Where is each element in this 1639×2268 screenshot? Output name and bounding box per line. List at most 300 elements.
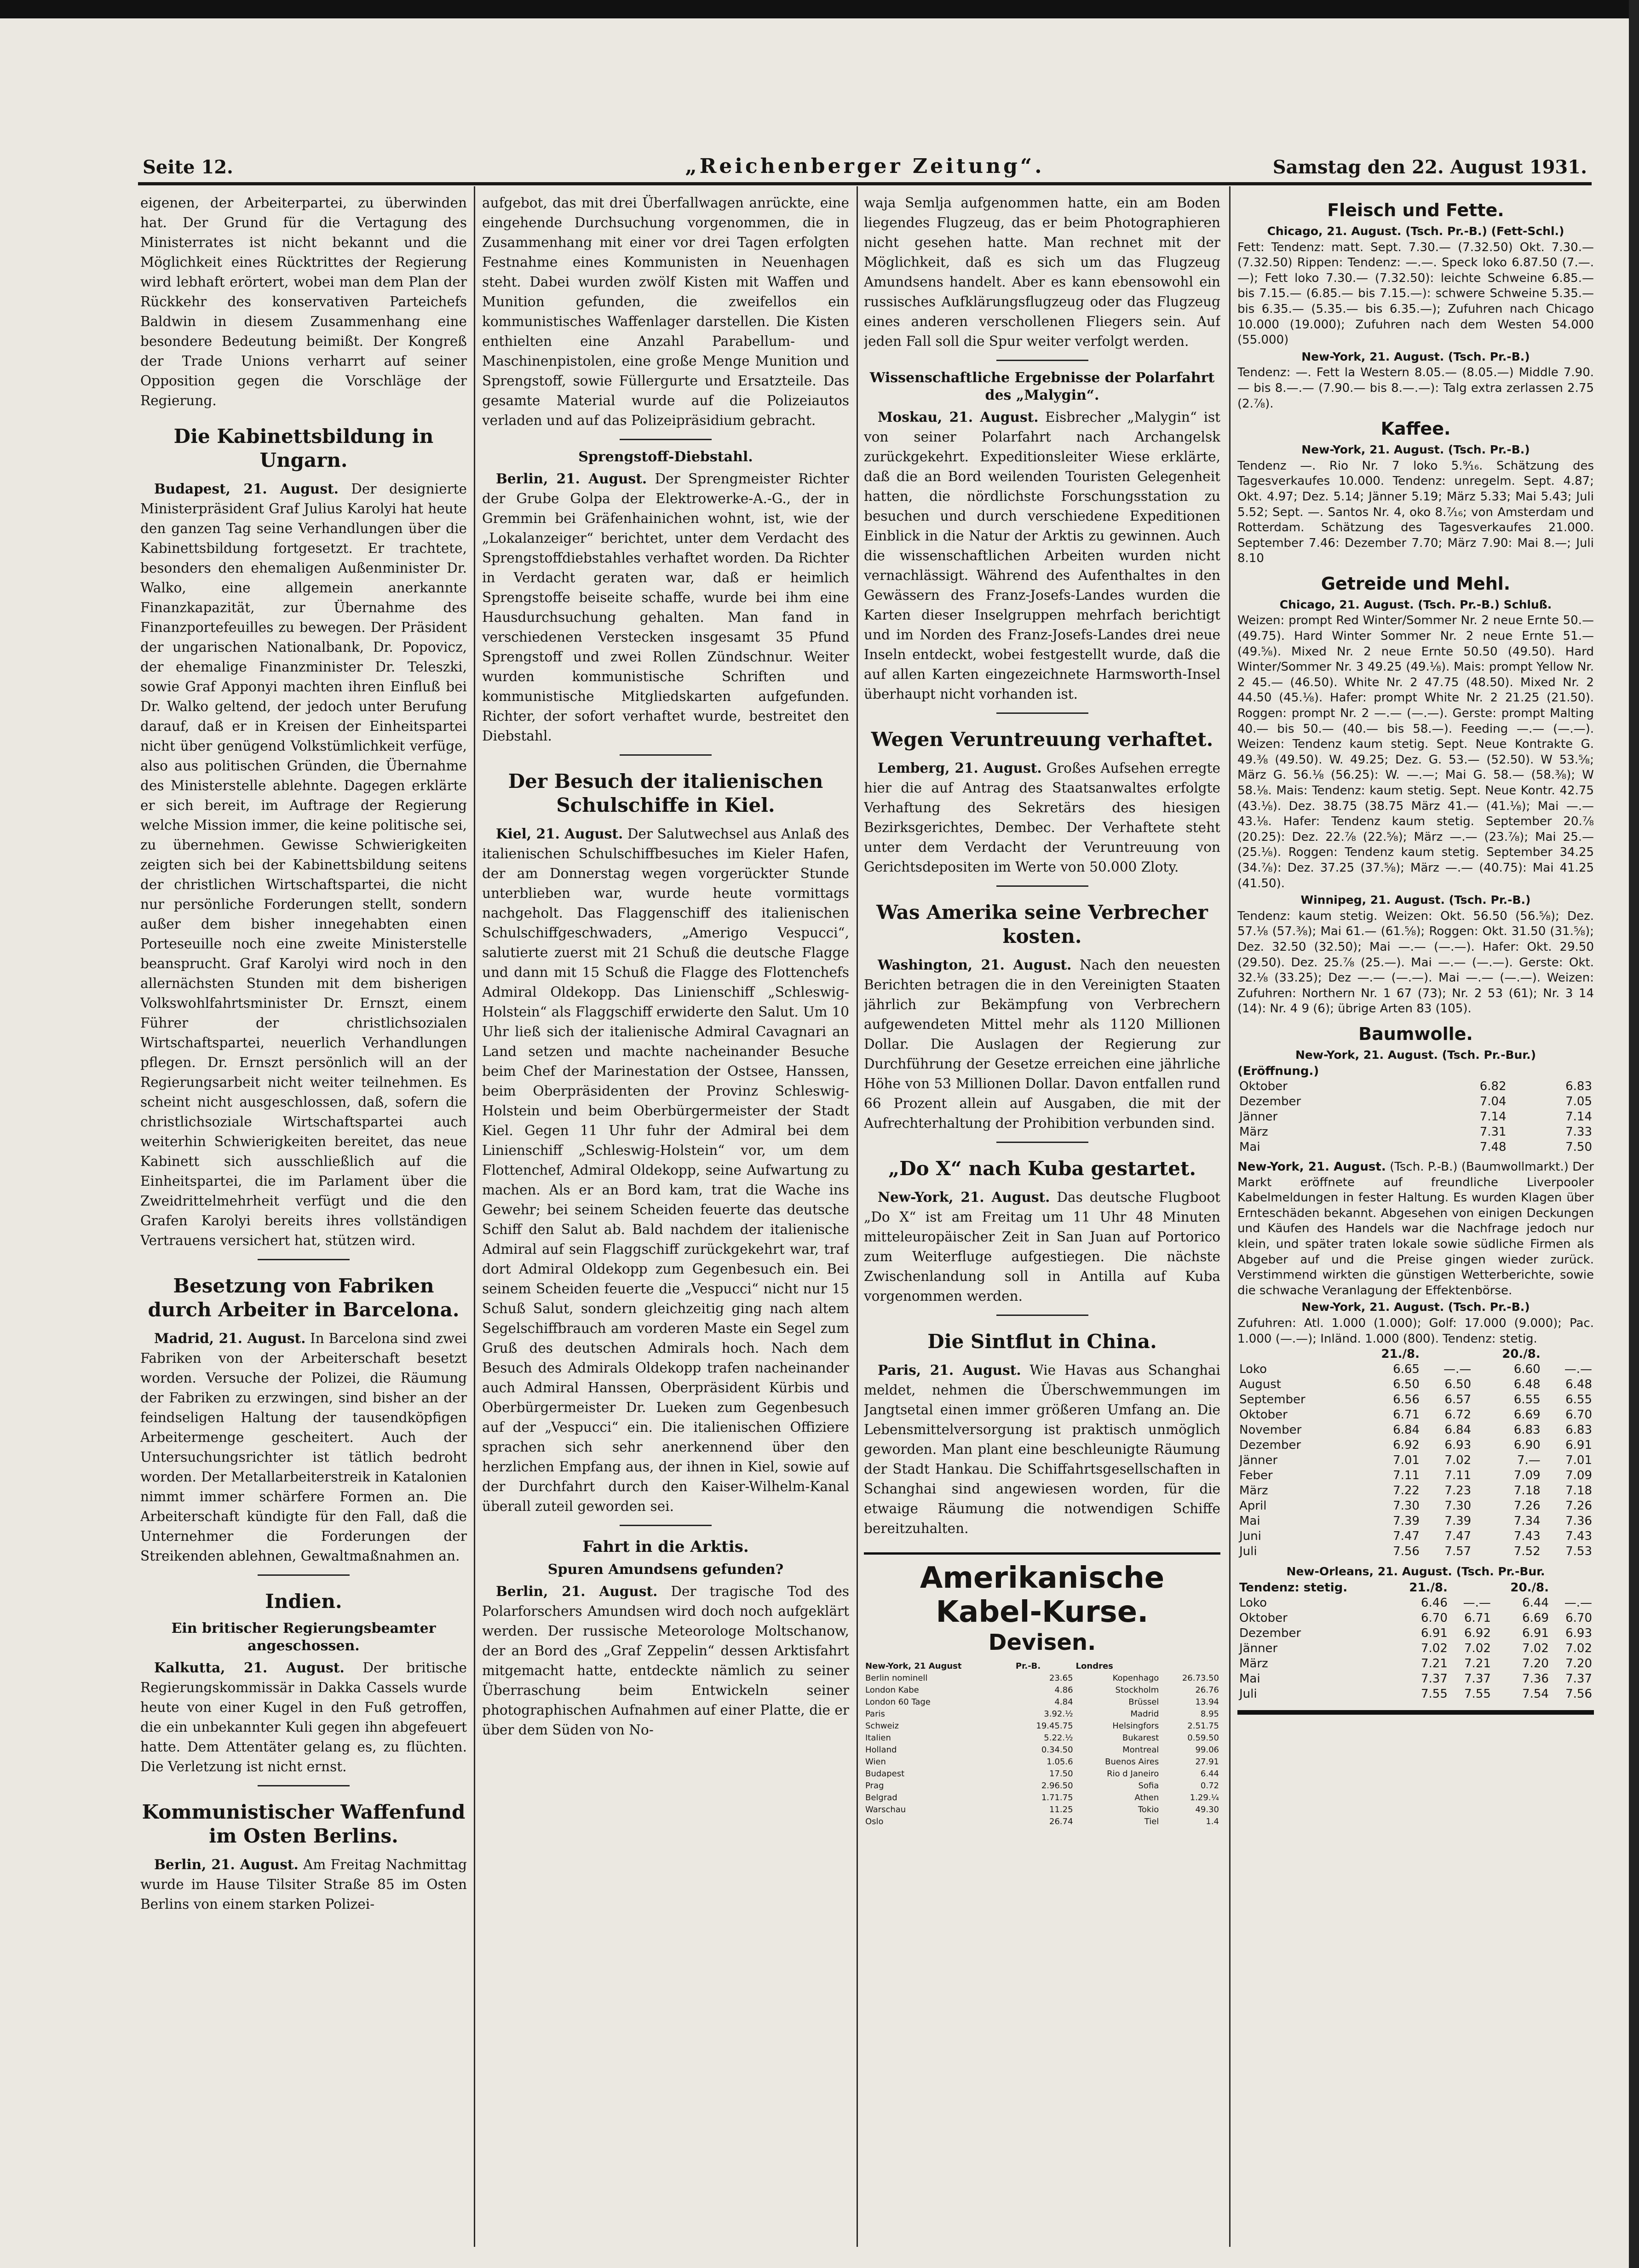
dateline: Washington, 21. August. [878, 957, 1072, 973]
table-cell: 0.34.50 [1041, 1745, 1073, 1755]
dateline: Berlin, 21. August. [496, 471, 647, 487]
table-row [864, 1672, 1220, 1684]
table-cell: Wien [865, 1757, 886, 1767]
page-number: Seite 12. [143, 156, 233, 178]
table-cell: 26.76 [1195, 1685, 1219, 1695]
table-cell: Italien [865, 1733, 891, 1743]
article-body [864, 407, 1220, 704]
table-row [1237, 1656, 1594, 1671]
table-cell: 7.11 [1393, 1469, 1420, 1483]
table-cell: 7.36 [1522, 1671, 1549, 1686]
article-divider [258, 1259, 350, 1260]
newspaper-title: „Reichenberger Zeitung“. [685, 155, 1045, 178]
column-3 [864, 193, 1220, 2235]
table-cell: 6.84 [1393, 1423, 1420, 1437]
table-header-cell: 21./8. [1381, 1347, 1420, 1361]
table-row [1237, 1499, 1594, 1514]
table-label: (Eröffnung.) [1237, 1064, 1319, 1078]
table-cell: 7.47 [1393, 1529, 1420, 1544]
table-cell: Jänner [1239, 1453, 1278, 1468]
headline-indien: Indien. [265, 1590, 342, 1613]
table-header-cell: New-York, 21 August [865, 1661, 962, 1671]
article-body [482, 824, 849, 1516]
table-cell: 7.14 [1565, 1110, 1592, 1124]
table-cell: 7.54 [1522, 1687, 1549, 1701]
market-dateline: Chicago, 21. August. (Tsch. Pr.-B.) (Fett-Schl.) [1267, 224, 1564, 238]
table-row [864, 1696, 1220, 1708]
table-cell: 6.55 [1513, 1393, 1541, 1407]
table-header-row [864, 1660, 1220, 1672]
table-cell: Madrid [1130, 1709, 1159, 1719]
article-text: Am Freitag Nachmittag wurde im Hause Tilsiter Straße 85 im Osten Berlins von einem starken Polizei- [140, 1857, 467, 1912]
table-cell: 7.55 [1421, 1687, 1448, 1701]
article-text: Der tragische Tod des Polarforschers Amundsen wird doch noch aufgeklärt werden. Der russische Meteorologe Moltschanow, der an Bord des „Graf Zeppelin“ dessen Arktisfahrt mitgemacht hatte, entdeckte nämlich zu seiner Überraschung beim Entwickeln seiner photographischen Aufnahmen auf einer Platte, die er über dem Süden von No- [482, 1584, 849, 1738]
table-row [1237, 1109, 1594, 1125]
table-row [1237, 1544, 1594, 1559]
table-row [1237, 1611, 1594, 1626]
table-cell: Mai [1239, 1514, 1260, 1528]
table-cell: 6.44 [1200, 1769, 1219, 1779]
table-cell: 6.71 [1464, 1611, 1491, 1625]
table-header-cell: Londres [1075, 1661, 1113, 1671]
table-cell: 6.55 [1565, 1393, 1592, 1407]
table-cell: März [1239, 1656, 1268, 1671]
table-cell: 4.84 [1054, 1697, 1073, 1707]
header-rule [138, 182, 1592, 185]
table-cell: Tokio [1138, 1805, 1159, 1814]
table-cell: 7.01 [1565, 1453, 1592, 1468]
subheadline: Spuren Amundsens gefunden? [547, 1562, 784, 1578]
table-cell: 7.36 [1565, 1514, 1592, 1528]
table-cell: März [1239, 1484, 1268, 1498]
article-body [864, 1360, 1220, 1539]
market-report: Tendenz: kaum stetig. Weizen: Okt. 56.50 (56.⅝); Dez. 57.⅛ (57.⅜); Mai 61.— (61.⅝); Roggen: Okt. 31.50 (31.⅝); Dez. 32.50 (32.50); Mai —.— (—.—). Hafer: Okt. 29.50 (29.50). Dez. 25.⅞ (25.—). Mai —.— (—.—). Gerste: Okt. 32.⅛ (33.25); Dez —.— (—.—). Mai —.— (—.—). Weizen: Zufuhren: Northern Nr. 1 67 (73); Nr. 2 53 (61); Nr. 3 14 (14): Nr. 4 9 (6); übrige Arten 83 (105). [1237, 909, 1594, 1016]
table-header-cell [1551, 1580, 1594, 1596]
dateline: New-York, 21. August. [878, 1189, 1050, 1205]
table-cell: 6.83 [1565, 1079, 1592, 1094]
table-cell: —.— [1564, 1362, 1592, 1377]
table-cell: 7.37 [1565, 1671, 1592, 1686]
market-dateline: New-York, 21. August. (Tsch. Pr.-B.) [1301, 350, 1530, 363]
table-cell: 6.46 [1421, 1596, 1448, 1610]
article-text: Der designierte Ministerpräsident Graf Julius Karolyi hat heute den ganzen Tag seine Verhandlungen über die Kabinettsbildung fortgesetzt. Er trachtete, besonders den ehemaligen Außenminister Dr. Walko, eine allgemein anerkannte Finanzkapazität, zur Übernahme des Finanzportefeuilles zu bewegen. Der Präsident der ungarischen Nationalbank, Dr. Popovicz, der ehemalige Finanzminister Dr. Teleszki, sowie Graf Apponyi machten ihren Einfluß bei Dr. Walko geltend, der jedoch unter Berufung darauf, daß er in Kreisen der Einheitspartei nicht über genügend Volkstümlichkeit verfüge, also aus politischen Gründen, die Übernahme des Ministerstelle ablehnte. Dagegen erklärte er sich bereit, im Auftrage der Regierung welche Mission immer, die keine politische sei, zu übernehmen. Gewisse Schwierigkeiten zeigten sich bei der Kabinettsbildung seitens der christlichen Wirtschaftspartei, die nicht nur persönliche Forderungen stellt, sondern außer dem bisher innegehabten einen Porteseuille noch eine zweite Ministerstelle beansprucht. Graf Karolyi wird noch in den allernächsten Stunden mit dem bisherigen Volkswohlfahrtsminister Dr. Ernszt, einem Führer der christlichsozialen Wirtschaftspartei, neuerlich Verhandlungen pflegen. Dr. Ernszt persönlich will an der Regierungsarbeit nicht weiter teilnehmen. Es scheint nicht ausgeschlossen, daß, sofern die christlichsoziale Wirtschaftspartei auch weiterhin Schwierigkeiten bereitet, das neue Kabinett sich ausschließlich auf die Einheitspartei, die im Parlament über die Zweidrittelmehrheit verfügt und die den Grafen Karolyi bereits ihres vollständigen Vertrauens versichert hat, stützen wird. [140, 481, 467, 1248]
table-cell: —.— [1564, 1596, 1592, 1610]
table-cell: Loko [1239, 1596, 1267, 1610]
baumwolle-eroeffnung-table [1237, 1079, 1594, 1155]
market-dateline: New-York, 21. August. (Tsch. Pr.-B.) [1301, 1300, 1530, 1314]
article-text: Das deutsche Flugboot „Do X“ ist am Freitag um 11 Uhr 48 Minuten mitteleuropäischer Zeit in San Juan auf Portorico zum Weiterfluge aufgestiegen. Die nächste Zwischenlandung soll in Antilla auf Kuba vorgenommen werden. [864, 1189, 1220, 1304]
table-cell: 23.65 [1049, 1673, 1073, 1683]
table-cell: Belgrad [865, 1793, 897, 1803]
page-header [138, 152, 1592, 185]
table-cell: 6.65 [1393, 1362, 1420, 1377]
table-header-row [1237, 1580, 1594, 1596]
article-divider [258, 1574, 350, 1576]
table-cell: Dezember [1239, 1095, 1301, 1109]
table-cell: 7.23 [1444, 1484, 1472, 1498]
table-cell: 4.86 [1054, 1685, 1073, 1695]
article-text: Der britische Regierungskommissär in Dakka Cassels wurde heute von einer Kugel in den Fuß getroffen, die ein unbekannter Kuli gegen ihn abgefeuert hatte. Dem Attentäter gelang es, zu flüchten. Die Verletzung ist nicht ernst. [140, 1660, 467, 1774]
table-cell: Dezember [1239, 1626, 1301, 1640]
table-cell: Warschau [865, 1805, 906, 1814]
dateline: Moskau, 21. August. [878, 409, 1039, 425]
table-row [1237, 1514, 1594, 1529]
table-cell: Dezember [1239, 1438, 1301, 1453]
dateline: Lemberg, 21. August. [878, 760, 1042, 776]
table-cell: 8.95 [1200, 1709, 1219, 1719]
table-cell: 1.71.75 [1041, 1793, 1073, 1803]
table-row [1237, 1140, 1594, 1155]
article-body [140, 1855, 467, 1914]
table-cell: 6.83 [1565, 1423, 1592, 1437]
table-cell: Oktober [1239, 1079, 1288, 1094]
table-cell: 7.34 [1513, 1514, 1541, 1528]
table-cell: 7.14 [1479, 1110, 1507, 1124]
headline-kabinettsbildung: Die Kabinettsbildung in Ungarn. [173, 425, 434, 471]
article-divider [620, 439, 712, 440]
article-body [140, 1328, 467, 1566]
article-divider [620, 1525, 712, 1526]
article-body [140, 479, 467, 1251]
table-cell: 2.51.75 [1187, 1721, 1219, 1731]
table-header-cell [1449, 1580, 1493, 1596]
table-header-row [1237, 1347, 1594, 1362]
table-row [1237, 1079, 1594, 1094]
article-text: Eisbrecher „Malygin“ ist von seiner Polarfahrt nach Archangelsk zurückgekehrt. Expeditionsleiter Wiese erklärte, daß die an Bord weilenden Touristen Gelegenheit hatten, die nördlichste Forschungsstation zu besuchen und durch verschiedene Expeditionen Einblick in die Natur der Arktis zu gewinnen. Auch die wissenschaftlichen Arbeiten wurden nicht vernachlässigt. Während des Aufenthaltes in den Gewässern des Franz-Josefs-Landes wurden die Karten dieser Inselgruppen mehrfach berichtigt und im Norden des Franz-Josefs-Landes drei neue Inseln entdeckt, wobei festgestellt wurde, daß die auf allen Karten eingezeichnete Harmsworth-Insel überhaupt nicht vorhanden ist. [864, 409, 1220, 702]
table-cell: 6.50 [1393, 1378, 1420, 1392]
article-body [864, 1187, 1220, 1306]
column-rule [474, 186, 475, 2247]
table-cell: 6.70 [1421, 1611, 1448, 1625]
table-cell: Kopenhago [1112, 1673, 1159, 1683]
table-cell: 7.02 [1522, 1641, 1549, 1655]
scan-edge-top [0, 0, 1639, 18]
table-cell: 5.22.½ [1044, 1733, 1073, 1743]
table-cell: Bukarest [1122, 1733, 1159, 1743]
table-cell: 6.72 [1444, 1408, 1472, 1422]
table-cell: Oslo [865, 1817, 884, 1826]
table-row [1237, 1626, 1594, 1641]
table-cell: 6.83 [1513, 1423, 1541, 1437]
table-row [864, 1720, 1220, 1732]
table-cell: September [1239, 1393, 1305, 1407]
column-end-rule [1237, 1710, 1594, 1715]
dateline: Kalkutta, 21. August. [154, 1659, 345, 1676]
table-cell: 6.69 [1513, 1408, 1541, 1422]
table-cell: Stockholm [1115, 1685, 1159, 1695]
table-cell: 7.33 [1565, 1125, 1592, 1139]
table-header-cell: Tendenz: stetig. [1239, 1580, 1348, 1595]
article-body [140, 1658, 467, 1777]
table-cell: Berlin nominell [865, 1673, 928, 1683]
table-cell: 7.18 [1565, 1484, 1592, 1498]
table-row [1237, 1377, 1594, 1392]
table-row [1237, 1094, 1594, 1109]
table-row [864, 1744, 1220, 1756]
table-row [1237, 1529, 1594, 1544]
headline-arktis: Fahrt in die Arktis. [582, 1538, 749, 1556]
table-cell: 7.39 [1444, 1514, 1472, 1528]
table-cell: 7.21 [1421, 1656, 1448, 1671]
table-cell: 7.02 [1464, 1641, 1491, 1655]
table-cell: 6.71 [1393, 1408, 1420, 1422]
table-cell: 7.01 [1393, 1453, 1420, 1468]
table-row [864, 1708, 1220, 1720]
article-divider [996, 712, 1088, 714]
table-cell: 7.56 [1393, 1545, 1420, 1559]
column-4-market [1237, 193, 1594, 2235]
dateline: New-York, 21. August. [1237, 1160, 1386, 1174]
price-table-body [1237, 1079, 1594, 1155]
column-rule [1229, 186, 1231, 2247]
table-row [864, 1684, 1220, 1696]
table-cell: 6.91 [1565, 1438, 1592, 1453]
table-row [1237, 1671, 1594, 1687]
table-cell: 7.43 [1565, 1529, 1592, 1544]
article-body [482, 469, 849, 746]
market-report: Fett: Tendenz: matt. Sept. 7.30.— (7.32.50) Okt. 7.30.— (7.32.50) Rippen: Tendenz: —.—. Speck loko 6.87.50 (7.—.—); Fett loko 7.30.— (7.32.50): leichte Schweine 6.85.— bis 7.15.— (6.85.— bis 7.15.—): schwere Schweine 5.35.— bis 6.35.— (5.35.— bis 6.35.—); Zufuhren nach Chicago 10.000 (19.000); Zufuhren nach dem Westen 54.000 (55.000) [1237, 240, 1594, 347]
table-row [864, 1756, 1220, 1768]
dateline: Berlin, 21. August. [496, 1583, 658, 1599]
dateline: Madrid, 21. August. [154, 1330, 306, 1346]
table-cell: Jänner [1239, 1110, 1278, 1124]
article-text: Großes Aufsehen erregte hier die auf Antrag des Staatsanwaltes erfolgte Verhaftung des Sekretärs des hiesigen Bezirksgerichtes, Dembec. Der Verhaftete steht unter dem Verdacht der Veruntreuung von Gerichtsdepositen im Werte von 50.000 Zloty. [864, 760, 1220, 875]
table-cell: 6.69 [1522, 1611, 1549, 1625]
article-text: Der Salutwechsel aus Anlaß des italienischen Schulschiffbesuches im Kieler Hafen, der am Donnerstag wegen vorgerückter Stunde unterblieben war, wurde heute vormittags nachgeholt. Das Flaggenschiff des italienischen Schulschiffgeschwaders, „Amerigo Vespucci“, salutierte zuerst mit 21 Schuß die deutsche Flagge und dann mit 15 Schuß die Flagge des Flottenchefs Admiral Oldekopp. Das Linienschiff „Schleswig-Holstein“ als Flaggschiff erwiderte den Salut. Um 10 Uhr ließ sich der italienische Admiral Cavagnari an Land setzen und machte nacheinander Besuche beim Chef der Marinestation der Ostsee, Hanssen, beim Oberpräsidenten der Provinz Schleswig-Holstein und beim Oberbürgermeister der Stadt Kiel. Gegen 11 Uhr fuhr der Admiral bei dem Linienschiff „Schleswig-Holstein“ vor, um dem Flottenchef, Admiral Oldekopp, seine Aufwartung zu machen. Als er an Bord kam, trat die Wache ins Gewehr; bei seinem Scheiden feuerte das deutsche Schiff den Salut ab. Bald nachdem der italienische Admiral auf sein Flaggschiff zurückgekehrt war, traf dort Admiral Oldekopp zum Gegenbesuch ein. Bei seinem Scheiden feuerte die „Vespucci“ nicht nur 15 Schuß Salut, sondern gleichzeitig ging nach altem Segelschiffbrauch am vorderen Maste ein Segel zum Gruß des deutschen Admirals hoch. Nach dem Besuch des Admirals Oldekopp trafen nacheinander auch Admiral Hanssen, Oberpräsident Kürbis und Oberbürgermeister Dr. Lueken zum Gegenbesuch auf der „Vespucci“ ein. Die italienischen Offiziere sprachen sich sehr anerkennend über den herzlichen Empfang aus, der ihnen in Kiel, sowie auf der Durchfahrt durch den Kaiser-Wilhelm-Kanal überall zuteil geworden sei. [482, 826, 849, 1514]
table-cell: 6.93 [1444, 1438, 1472, 1453]
table-header-cell: 20./8. [1510, 1580, 1549, 1595]
market-report: Tendenz —. Rio Nr. 7 loko 5.⁹⁄₁₆. Schätzung des Tagesverkaufes 10.000. Tendenz: unregelm. Sept. 4.87; Okt. 4.97; Dez. 5.14; Jänner 5.19; März 5.33; Mai 5.43; Juli 5.52; Sept. —. Santos Nr. 4, oko 8.⁷⁄₁₆; von Amsterdam und Rotterdam. Schätzung des Tagesverkaufes 21.000. September 7.46: Dezember 7.70; März 7.90: Mai 8.—; Juli 8.10 [1237, 459, 1594, 566]
table-row [1237, 1468, 1594, 1483]
article-continuation: waja Semlja aufgenommen hatte, ein am Boden liegendes Flugzeug, das er beim Photographieren nicht gesehen hatte. Man rechnet mit der Möglichkeit, daß es sich um das Flugzeug Amundsens handelt. Aber es kann ebensowohl ein russisches Aufklärungsflugzeug oder das Flugzeug eines anderen verschollenen Fliegers sein. Auf jeden Fall soll die Spur weiter verfolgt werden. [864, 195, 1220, 349]
section-heading-fleisch: Fleisch und Fette. [1327, 200, 1504, 220]
table-cell: 6.60 [1513, 1362, 1541, 1377]
table-cell: 6.50 [1444, 1378, 1472, 1392]
headline-do-x: „Do X“ nach Kuba gestartet. [888, 1157, 1196, 1180]
table-cell: 7.02 [1444, 1453, 1472, 1468]
table-cell: 26.74 [1049, 1817, 1073, 1826]
table-cell: Athen [1134, 1793, 1159, 1803]
table-cell: 6.90 [1513, 1438, 1541, 1453]
headline-amerika: Was Amerika seine Verbrecher kosten. [876, 901, 1208, 947]
table-row [864, 1768, 1220, 1780]
article-divider [258, 1785, 350, 1786]
table-cell: Paris [865, 1709, 885, 1719]
column-2 [482, 193, 849, 2235]
table-cell: Oktober [1239, 1408, 1288, 1422]
table-cell: 7.30 [1393, 1499, 1420, 1513]
table-cell: 7.21 [1464, 1656, 1491, 1671]
price-table-body [1237, 1596, 1594, 1702]
baumwolle-newyork-table [1237, 1347, 1594, 1559]
kabel-kurse-subtitle: Devisen. [988, 1630, 1096, 1655]
table-cell: 7.31 [1479, 1125, 1507, 1139]
table-header-cell: 21./8. [1409, 1580, 1448, 1595]
table-cell: Juli [1239, 1545, 1257, 1559]
market-dateline: New-York, 21. August. (Tsch. Pr.-B.) [1301, 443, 1530, 457]
market-dateline: New-Orleans, 21. August. (Tsch. Pr.-Bur. [1286, 1565, 1545, 1579]
table-cell: 1.05.6 [1047, 1757, 1073, 1767]
table-row [864, 1816, 1220, 1828]
table-cell: 49.30 [1195, 1805, 1219, 1814]
table-cell: 6.70 [1565, 1611, 1592, 1625]
table-cell: 7.55 [1464, 1687, 1491, 1701]
table-cell: 6.48 [1513, 1378, 1541, 1392]
table-cell: 6.92 [1464, 1626, 1491, 1640]
table-cell: Brüssel [1128, 1697, 1159, 1707]
table-cell: 6.93 [1565, 1626, 1592, 1640]
table-cell: 6.56 [1393, 1393, 1420, 1407]
issue-date: Samstag den 22. August 1931. [1272, 156, 1587, 178]
table-cell: 7.02 [1565, 1641, 1592, 1655]
table-cell: 7.50 [1565, 1140, 1592, 1154]
table-cell: 7.43 [1513, 1529, 1541, 1544]
headline-waffenfund: Kommunistischer Waffenfund im Osten Berlins. [142, 1801, 466, 1847]
section-heading-getreide: Getreide und Mehl. [1321, 573, 1511, 594]
article-body [864, 758, 1220, 877]
table-row [1237, 1407, 1594, 1423]
table-cell: Budapest [865, 1769, 905, 1779]
devisen-table [864, 1660, 1220, 1828]
table-row [1237, 1641, 1594, 1656]
section-heading-kaffee: Kaffee. [1380, 419, 1451, 439]
table-cell: 7.53 [1565, 1545, 1592, 1559]
baumwolle-neworleans-table [1237, 1580, 1594, 1702]
table-cell: Prag [865, 1781, 884, 1791]
table-row [1237, 1392, 1594, 1407]
table-cell: 7.09 [1565, 1469, 1592, 1483]
table-cell: 7.30 [1444, 1499, 1472, 1513]
table-cell: August [1239, 1378, 1281, 1392]
table-cell: Montreal [1122, 1745, 1159, 1755]
table-cell: Juli [1239, 1687, 1257, 1701]
article-continuation: aufgebot, das mit drei Überfallwagen anrückte, eine eingehende Durchsuchung vorgenommen, die in Zusammenhang mit einer vor drei Tagen erfolgten Festnahme eines Kommunisten in Neuenhagen steht. Dabei wurden zwölf Kisten mit Waffen und Munition gefunden, die zweifellos ein kommunistisches Waffenlager darstellen. Die Kisten enthielten eine Anzahl Parabellum- und Maschinenpistolen, eine große Menge Munition und Sprengstoff, sowie Füllergurte und Ersatzteile. Das gesamte Material wurde auf die Polizeiautos verladen und auf das Polizeipräsidium gebracht. [482, 195, 849, 428]
market-report [1237, 1160, 1594, 1298]
headline-veruntreuung: Wegen Veruntreuung verhaftet. [871, 728, 1213, 751]
table-row [864, 1780, 1220, 1792]
article-text: Wie Havas aus Schanghai meldet, nehmen die Überschwemmungen im Jangtsetal einen immer größeren Umfang an. Die Lebensmittelversorgung ist praktisch unmöglich geworden. Man plant eine beschleunigte Räumung der Stadt Hankau. Die Schiffahrtsgesellschaften in Schanghai sind angewiesen worden, für die etwaige Räumung die notwendigen Schiffe bereitzuhalten. [864, 1362, 1220, 1536]
price-table-body [1237, 1362, 1594, 1559]
devisen-table-body [864, 1672, 1220, 1828]
table-header-cell [1421, 1347, 1473, 1362]
table-cell: 6.91 [1522, 1626, 1549, 1640]
article-body [482, 1581, 849, 1740]
table-cell: 7.57 [1444, 1545, 1472, 1559]
table-row [1237, 1453, 1594, 1468]
table-row [1237, 1596, 1594, 1611]
table-cell: 7.20 [1565, 1656, 1592, 1671]
article-divider [996, 1142, 1088, 1143]
scan-edge-right [1629, 0, 1639, 2268]
table-row [864, 1732, 1220, 1744]
table-cell: 6.82 [1479, 1079, 1507, 1094]
table-header-cell [1542, 1347, 1594, 1362]
article-text: In Barcelona sind zwei Fabriken von der Arbeiterschaft besetzt worden. Versuche der Polizei, die Räumung der Fabriken zu erzwingen, sind bisher an der feindseligen Haltung der tausendköpfigen Arbeitermenge gescheitert. Auch der Untersuchungsrichter ist tätlich bedroht worden. Der Metallarbeiterstreik in Katalonien nimmt immer schärfere Formen an. Die Arbeiterschaft kündigte für den Fall, daß die Unternehmer die Forderungen der Streikenden ablehnen, Gewaltmaßnahmen an. [140, 1331, 467, 1564]
table-cell: Holland [865, 1745, 897, 1755]
kabel-kurse-box [864, 1552, 1220, 1828]
headline-schulschiffe: Der Besuch der italienischen Schulschiffe in Kiel. [508, 770, 823, 816]
table-cell: 6.91 [1421, 1626, 1448, 1640]
table-cell: 99.06 [1195, 1745, 1219, 1755]
table-row [1237, 1362, 1594, 1377]
table-row [1237, 1687, 1594, 1702]
table-cell: 6.44 [1522, 1596, 1549, 1610]
headline-sintflut: Die Sintflut in China. [927, 1330, 1157, 1353]
market-dateline: New-York, 21. August. (Tsch. Pr.-Bur.) [1295, 1048, 1536, 1062]
table-cell: 7.39 [1393, 1514, 1420, 1528]
table-cell: Mai [1239, 1140, 1260, 1154]
table-cell: 7.— [1517, 1453, 1541, 1468]
table-cell: 6.92 [1393, 1438, 1420, 1453]
table-cell: 7.02 [1421, 1641, 1448, 1655]
table-cell: 13.94 [1195, 1697, 1219, 1707]
table-cell: 7.22 [1393, 1484, 1420, 1498]
table-cell: November [1239, 1423, 1302, 1437]
article-divider [620, 754, 712, 756]
article-body [864, 955, 1220, 1133]
table-cell: —.— [1463, 1596, 1491, 1610]
table-cell: 7.37 [1421, 1671, 1448, 1686]
dateline: Kiel, 21. August. [496, 826, 623, 842]
market-report: Tendenz: —. Fett la Western 8.05.— (8.05.—) Middle 7.90.— bis 8.—.— (7.90.— bis 8.—.—): Talg extra zerlassen 2.75 (2.⅞). [1237, 366, 1594, 411]
article-text: Der Sprengmeister Richter der Grube Golpa der Elektrowerke-A.-G., der in Gremmin bei Gräfenhainichen wohnt, ist, wie der „Lokalanzeiger“ berichtet, unter dem Verdacht des Sprengstoffdiebstahles verhaftet worden. Da Richter in Verdacht geraten war, daß er heimlich Sprengstoffe beiseite schaffe, wurde bei ihm eine Hausdurchsuchung gehalten. Man fand in verschiedenen Verstecken insgesamt 35 Pfund Sprengstoff und zwei Rollen Zündschnur. Weiter wurden kommunistische Schriften und kommunistische Mitgliedskarten aufgefunden. Richter, der sofort verhaftet wurde, bestreitet den Diebstahl. [482, 471, 849, 744]
table-cell: Tiel [1144, 1817, 1159, 1826]
table-cell: Schweiz [865, 1721, 899, 1731]
table-cell: Loko [1239, 1362, 1267, 1377]
headline-malygin: Wissenschaftliche Ergebnisse der Polarfahrt des „Malygin“. [869, 370, 1215, 403]
table-cell: 6.84 [1444, 1423, 1472, 1437]
article-continuation: eigenen, der Arbeiterpartei, zu überwinden hat. Der Grund für die Vertagung des Ministerrates ist nicht bekannt und die Möglichkeit eines Rücktrittes der Regierung wird lebhaft erörtert, wobei man dem Plan der Rückkehr des konservativen Parteichefs Baldwin in diesem Zusammenhang eine besondere Bedeutung beimißt. Der Kongreß der Trade Unions verharrt auf seiner Opposition gegen die Vorschläge der Regierung. [140, 195, 467, 408]
subheadline: Ein britischer Regierungsbeamter angeschossen. [171, 1620, 436, 1654]
table-row [1237, 1438, 1594, 1453]
market-report: Weizen: prompt Red Winter/Sommer Nr. 2 neue Ernte 50.— (49.75). Hard Winter Sommer Nr. 2 neue Ernte 51.— (49.⁵⁄₈). Mixed Nr. 2 neue Ernte 50.50 (49.50). Hard Winter/Sommer Nr. 3 49.25 (49.⅛). Mais: prompt Yellow Nr. 2 45.— (46.50). White Nr. 2 47.75 (48.50). Mixed Nr. 2 44.50 (45.⅛). Hafer: prompt White Nr. 2 21.25 (21.50). Roggen: prompt Nr. 2 —.— (—.—). Gerste: prompt Malting 40.— bis 50.— (40.— bis 58.—). Feeding —.— (—.—). Weizen: Tendenz kaum stetig. Sept. Neue Kontrakte G. 49.⅜ (49.50). W. 49.25; Dez. G. 53.— (52.50). W 53.⁵⁄₈; März G. 56.⅛ (56.25): W. —.—; Mai G. 58.— (58.⅜); W 58.⅛. Mais: Tendenz: kaum stetig. Sept. Neue Kontr. 42.75 (43.⅛). Dez. 38.75 (38.75 März 41.— (41.⅛); Mai —.— 43.⅛. Hafer: Tendenz kaum stetig. September 20.⅞ (20.25): Dez. 22.⅞ (22.⅝); März —.— (23.⅞); Mai 25.— (25.⅛). Roggen: Tendenz kaum stetig. September 34.25 (34.⅞): Dez. 37.25 (37.⅝); März —.— (40.75): Mai 41.25 (41.50). [1237, 614, 1594, 890]
table-cell: 2.96.50 [1041, 1781, 1073, 1791]
dateline: Budapest, 21. August. [154, 481, 339, 497]
table-cell: 7.48 [1479, 1140, 1507, 1154]
article-divider [996, 1315, 1088, 1316]
table-cell: 7.52 [1513, 1545, 1541, 1559]
market-info: Zufuhren: Atl. 1.000 (1.000); Golf: 17.000 (9.000); Pac. 1.000 (—.—); Inländ. 1.000 (800). Tendenz: stetig. [1237, 1316, 1594, 1346]
dateline: Paris, 21. August. [878, 1362, 1021, 1378]
column-rule [857, 186, 858, 2247]
dateline: Berlin, 21. August. [154, 1856, 299, 1872]
table-cell: 19.45.75 [1036, 1721, 1073, 1731]
market-dateline: Winnipeg, 21. August. (Tsch. Pr.-B.) [1300, 893, 1531, 907]
table-cell: 0.59.50 [1187, 1733, 1219, 1743]
table-cell: 7.04 [1479, 1095, 1507, 1109]
table-cell: 27.91 [1195, 1757, 1219, 1767]
table-row [1237, 1125, 1594, 1140]
table-cell: Oktober [1239, 1611, 1288, 1625]
headline-sprengstoff: Sprengstoff-Diebstahl. [578, 449, 753, 465]
table-cell: 6.57 [1444, 1393, 1472, 1407]
table-cell: London Kabe [865, 1685, 919, 1695]
table-cell: Rio d Janeiro [1107, 1769, 1159, 1779]
column-1 [140, 193, 467, 2235]
table-row [1237, 1423, 1594, 1438]
table-cell: 7.26 [1565, 1499, 1592, 1513]
table-cell: April [1239, 1499, 1267, 1513]
table-cell: 7.37 [1464, 1671, 1491, 1686]
table-row [864, 1792, 1220, 1804]
table-cell: 26.73.50 [1182, 1673, 1219, 1683]
table-cell: 6.70 [1565, 1408, 1592, 1422]
table-cell: Juni [1239, 1529, 1261, 1544]
table-cell: 7.56 [1565, 1687, 1592, 1701]
article-divider [996, 885, 1088, 887]
article-text: (Tsch. P.-B.) (Baumwollmarkt.) Der Markt eröffnete auf freundliche Liverpooler Kabelmeldungen in fester Haltung. Es wurden Klagen über Ernteschäden bekannt. Abgesehen von einigen Deckungen und Käufen des Handels war die Nachfrage jedoch nur klein, und später traten lokale sowie südliche Firmen als Abgeber auf und die Preise gingen wieder zurück. Verstimmend wirkten die günstigen Wetterberichte, sowie die schwache Veranlagung der Effektenbörse. [1237, 1160, 1594, 1298]
table-cell: —.— [1443, 1362, 1472, 1377]
